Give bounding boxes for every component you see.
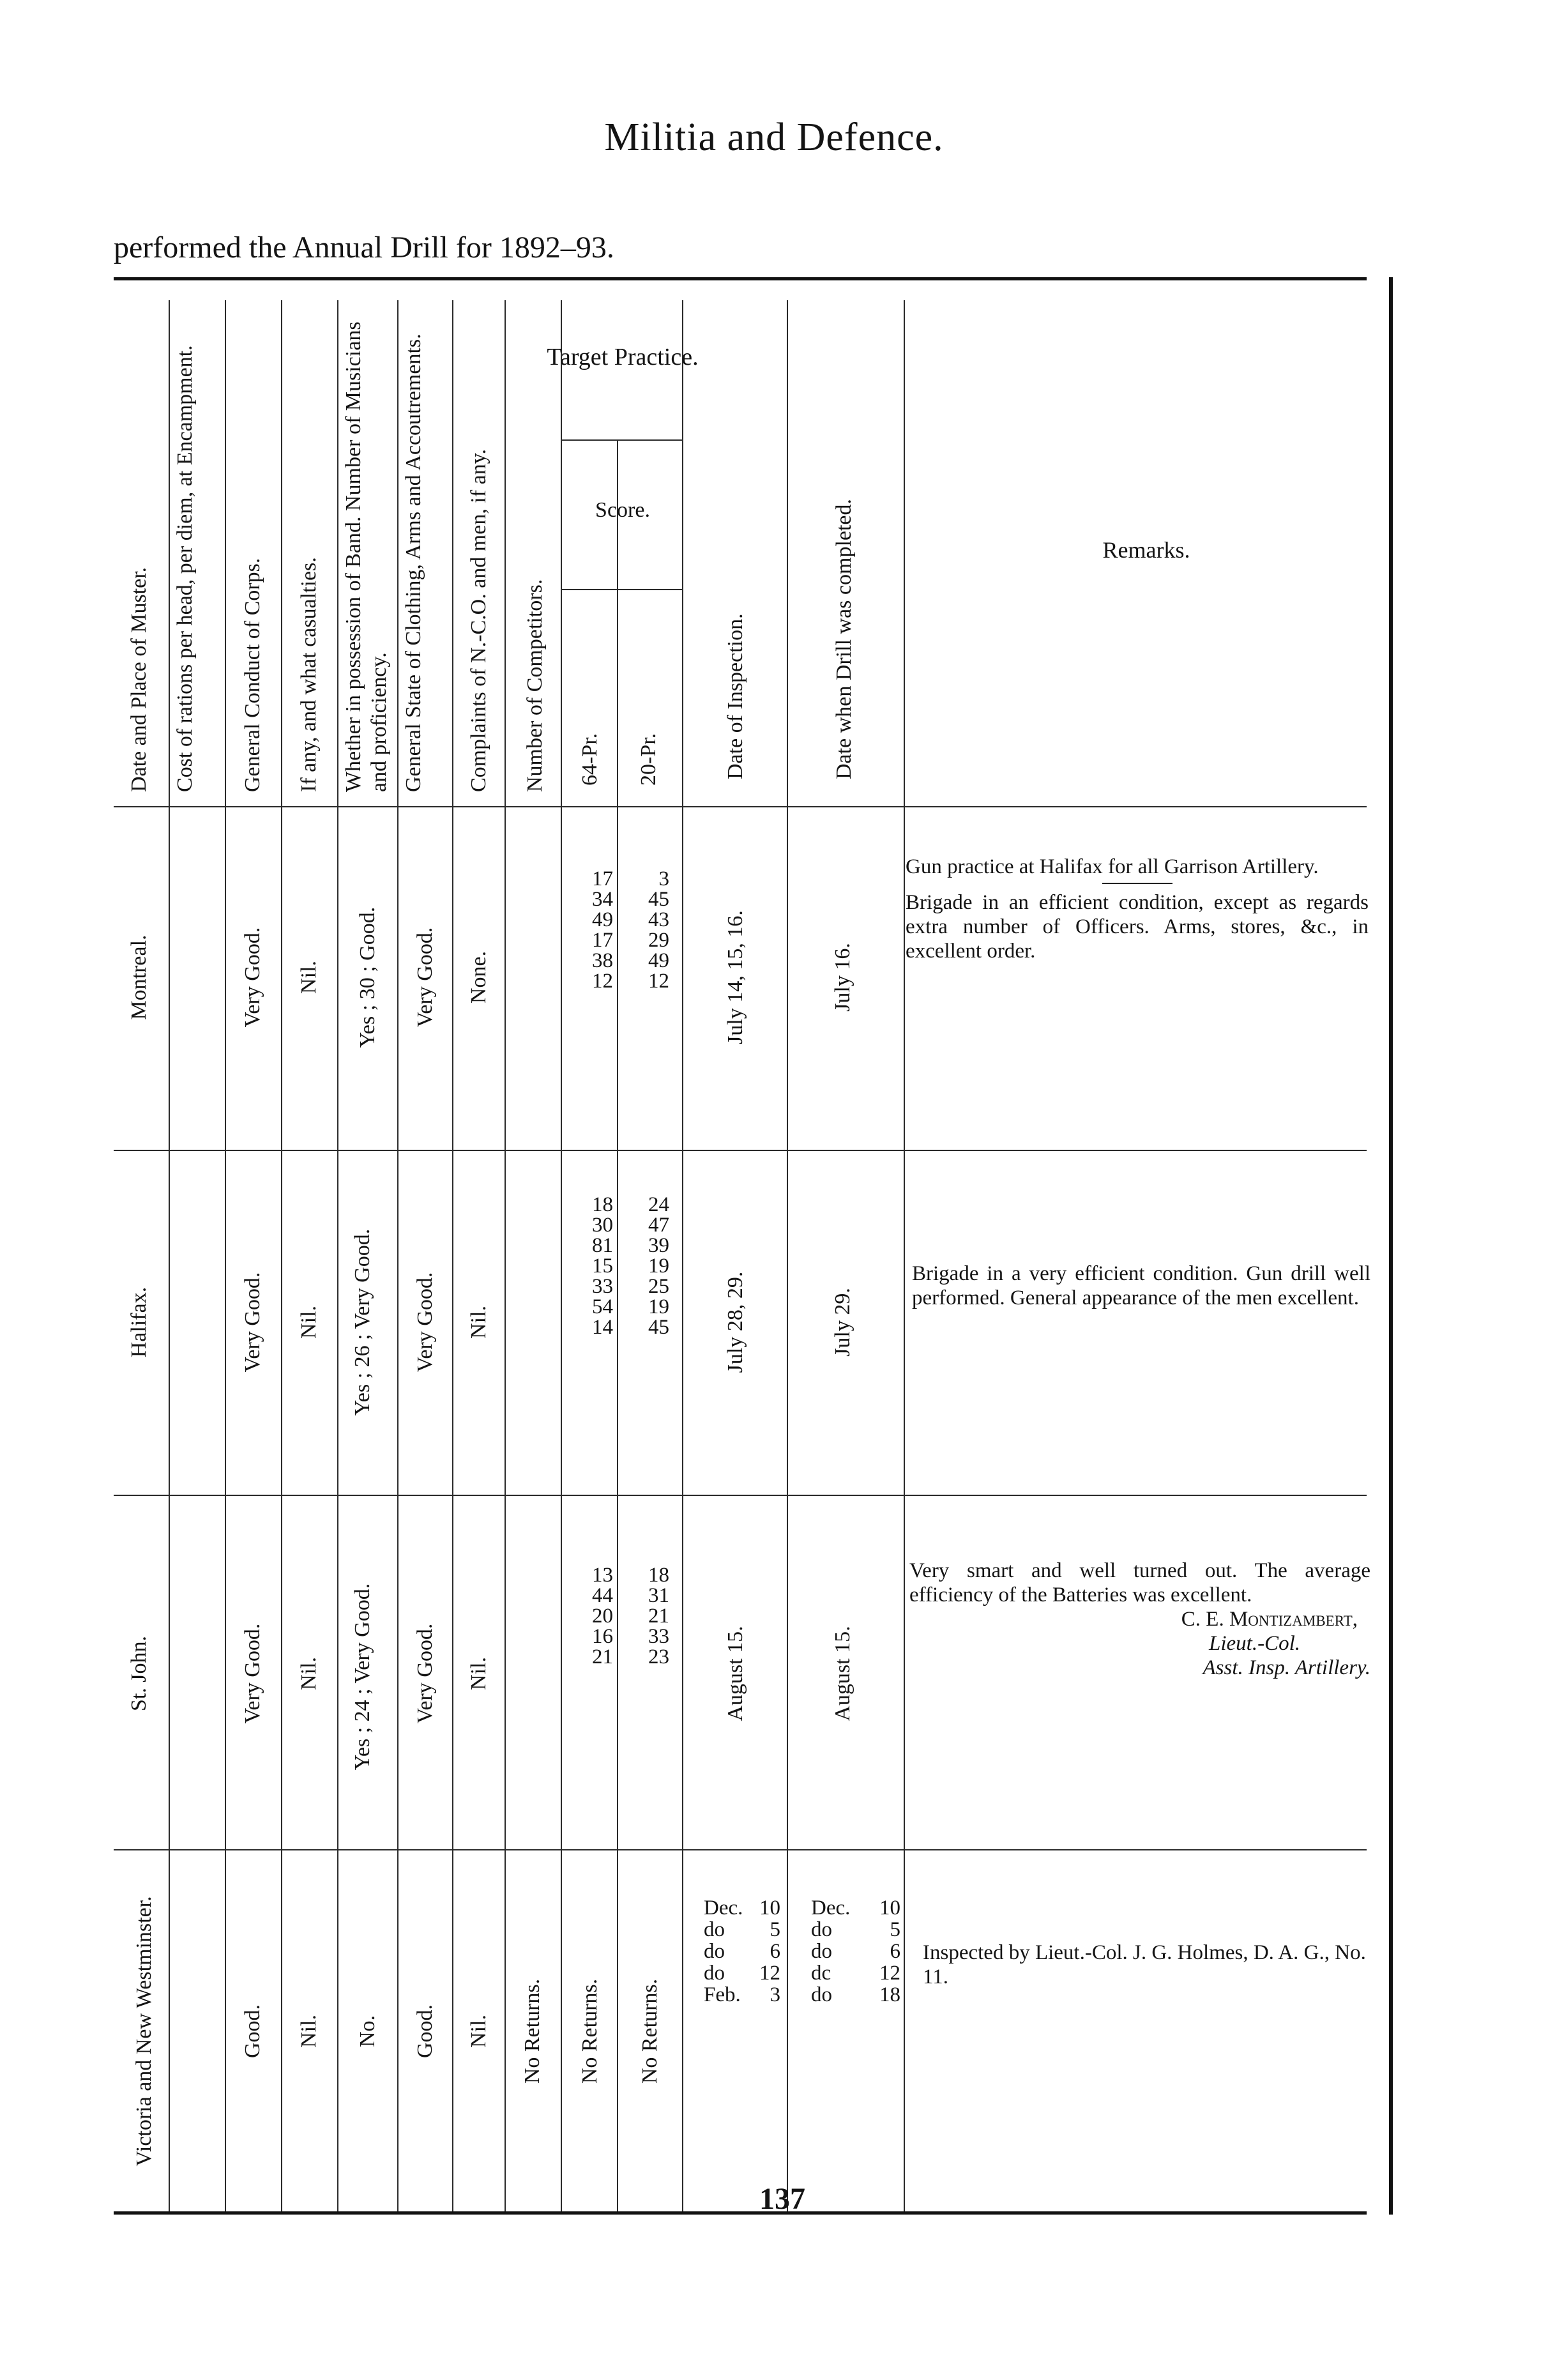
row-band: Yes ; 30 ; Good.: [356, 906, 379, 1048]
page-number: 137: [759, 2182, 805, 2216]
row-casualties: Nil.: [297, 961, 321, 994]
col-header-casualties: If any, and what casualties.: [297, 557, 321, 792]
row-64pr: 17 34 49 17 38 12: [592, 867, 613, 993]
row-64pr: 13 44 20 16 21: [592, 1564, 613, 1668]
col-header-competitors: Number of Competitors.: [523, 579, 547, 792]
row-complaints: Nil.: [467, 2015, 490, 2048]
row-20pr: No Returns.: [638, 1978, 662, 2084]
row-inspection: August 15.: [724, 1626, 747, 1721]
page-subtitle: performed the Annual Drill for 1892–93.: [114, 231, 614, 264]
page-header: Militia and Defence.: [604, 116, 944, 159]
row-20pr: 18 31 21 33 23: [648, 1564, 669, 1668]
row-completed: July 16.: [831, 943, 854, 1012]
row-complaints: Nil.: [467, 1657, 490, 1690]
col-header-muster: Date and Place of Muster.: [127, 567, 151, 792]
col-header-inspection: Date of Inspection.: [724, 613, 747, 779]
row-64pr: No Returns.: [578, 1978, 602, 2084]
col-header-rations: Cost of rations per head, per diem, at Encampment.: [173, 345, 197, 792]
row-64pr: 18 30 81 15 33 54 14: [592, 1193, 613, 1339]
row-remarks: Brigade in a very efficient condition. Gun drill well performed. General appearance of the men excellent.: [912, 1262, 1370, 1309]
col-header-64pr: 64-Pr.: [578, 733, 602, 786]
row-place: St. John.: [127, 1635, 151, 1712]
row-band: No.: [356, 2015, 379, 2048]
row-clothing: Very Good.: [413, 927, 437, 1028]
col-header-clothing: General State of Clothing, Arms and Accoutrements.: [402, 333, 425, 792]
row-conduct: Very Good.: [241, 1623, 264, 1724]
col-header-target: Target Practice.: [547, 344, 699, 370]
col-header-completed: Date when Drill was completed.: [832, 498, 856, 779]
row-20pr: 24 47 39 19 25 19 45: [648, 1193, 669, 1339]
row-complaints: Nil.: [467, 1306, 490, 1339]
row-band: Yes ; 24 ; Very Good.: [351, 1583, 374, 1771]
row-remarks: Inspected by Lieut.-Col. J. G. Holmes, D. A. G., No. 11.: [923, 1941, 1366, 1988]
col-header-conduct: General Conduct of Corps.: [241, 558, 264, 792]
row-complaints: None.: [467, 950, 490, 1004]
row-completed: July 29.: [831, 1288, 854, 1357]
col-header-band: Whether in possession of Band. Number of Musicians and proficiency.: [342, 321, 391, 792]
row-competitors: No Returns.: [520, 1978, 544, 2084]
row-completed: August 15.: [831, 1626, 854, 1721]
row-place: Halifax.: [127, 1286, 151, 1358]
row-conduct: Good.: [241, 2004, 264, 2059]
row-place: Montreal.: [127, 934, 151, 1020]
col-header-score: Score.: [595, 498, 650, 522]
row-conduct: Very Good.: [241, 927, 264, 1028]
row-remarks: Very smart and well turned out. The average efficiency of the Batteries was excellent. C. E. Montizambert, Lieut.-Col. Asst. Insp. Artillery.: [909, 1559, 1370, 1679]
row-band: Yes ; 26 ; Very Good.: [351, 1228, 374, 1416]
row-place: Victoria and New Westminster.: [132, 1896, 156, 2167]
col-header-remarks: Remarks.: [1102, 537, 1190, 563]
row-inspection: July 14, 15, 16.: [724, 910, 747, 1044]
row-casualties: Nil.: [297, 2015, 321, 2048]
row-clothing: Very Good.: [413, 1272, 437, 1373]
row-completed: Dec. 10 do 5 do 6 dc 12 do 18: [811, 1896, 900, 2006]
col-header-20pr: 20-Pr.: [637, 733, 660, 786]
row-clothing: Very Good.: [413, 1623, 437, 1724]
row-remarks: Gun practice at Halifax for all Garrison Artillery. Brigade in an efficient condition, except as regards extra number of Officers. Arms, stores, &c., in excellent order.: [906, 855, 1369, 963]
row-inspection: Dec. 10 do 5 do 6 do 12 Feb. 3: [704, 1896, 780, 2006]
row-inspection: July 28, 29.: [724, 1271, 747, 1373]
row-casualties: Nil.: [297, 1657, 321, 1690]
row-20pr: 3 45 43 29 49 12: [648, 867, 669, 993]
col-header-complaints: Complaints of N.-C.O. and men, if any.: [467, 449, 490, 792]
row-casualties: Nil.: [297, 1306, 321, 1339]
row-conduct: Very Good.: [241, 1272, 264, 1373]
row-clothing: Good.: [413, 2004, 437, 2059]
